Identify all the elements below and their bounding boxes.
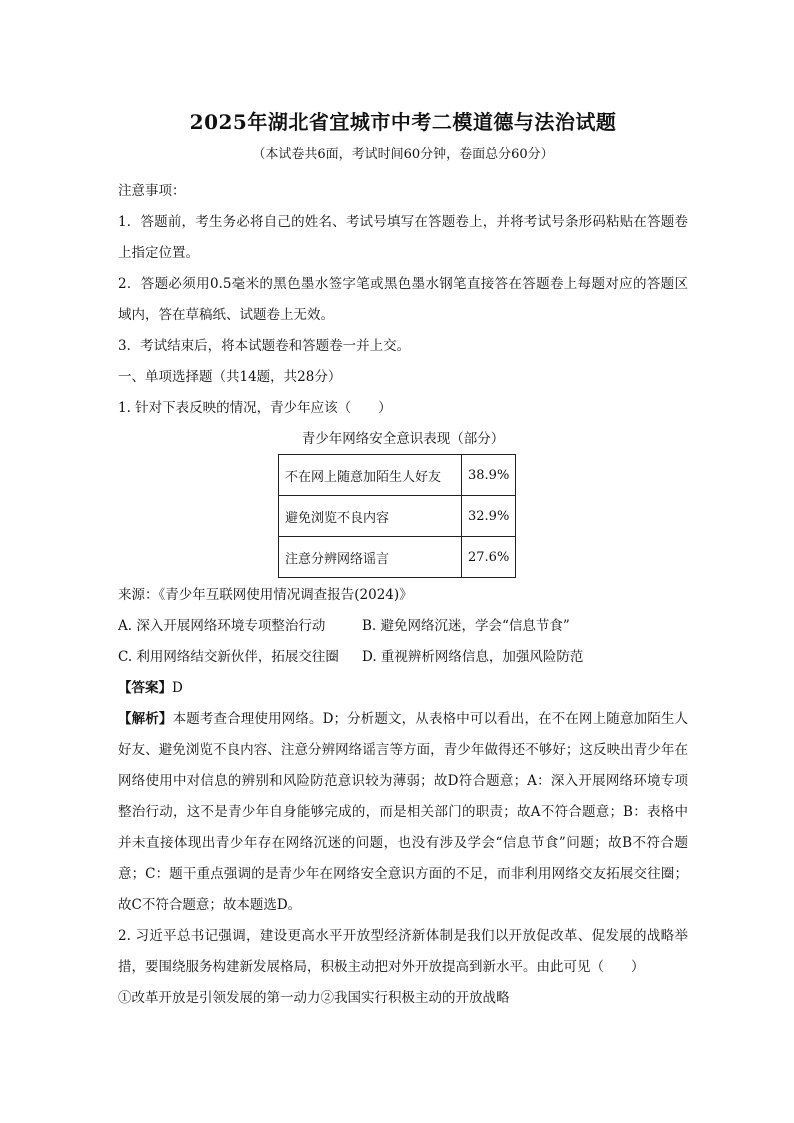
table-caption: 青少年网络安全意识表现（部分） xyxy=(301,431,505,447)
answer-line xyxy=(118,673,688,704)
page-title: 2025年湖北省宜城市中考二模道德与法治试题 xyxy=(189,110,617,134)
exam-page xyxy=(118,96,688,1014)
option-a: A. 深入开展网络环境专项整治行动 xyxy=(118,618,326,634)
table-cell-label: 避免浏览不良内容 xyxy=(279,496,462,537)
option-d: D. 重视辨析网络信息，加强风险防范 xyxy=(362,649,584,665)
analysis-paragraph xyxy=(118,704,688,921)
analysis-label: 【解析】 xyxy=(118,711,173,727)
table-row xyxy=(279,496,516,537)
answer-value: D xyxy=(172,680,183,696)
table-cell-value: 27.6% xyxy=(462,537,516,578)
question-2-stem: 2. 习近平总书记强调，建设更高水平开放型经济新体制是我们以开放促改革、促发展的战略举措，要围绕服务构建新发展格局，积极主动把对外开放提高到新水平。由此可见（ ） xyxy=(118,928,688,975)
table-row xyxy=(279,537,516,578)
notice-item-2: 2．答题必须用0.5毫米的黑色墨水签字笔或黑色墨水钢笔直接答在答题卷上每题对应的答题区域内，答在草稿纸、试题卷上无效。 xyxy=(118,276,688,323)
options-row-ab xyxy=(118,611,688,642)
table-row xyxy=(279,455,516,496)
option-b: B. 避免网络沉迷，学会“信息节食” xyxy=(362,618,570,634)
section-heading: 一、单项选择题（共14题，共28分） xyxy=(118,369,342,385)
analysis-text: 本题考查合理使用网络。D；分析题文，从表格中可以看出，在不在网上随意加陌生人好友、避免浏览不良内容、注意分辨网络谣言等方面，青少年做得还不够好；这反映出青少年在网络使用中对信息的辨别和风险防范意识较为薄弱；故D符合题意；A：深入开展网络环境专项整治行动，这不是青少年自身能够完成的，而是相关部门的职责；故A不符合题意；B：表格中并未直接体现出青少年存在网络沉迷的问题，也没有涉及学会“信息节食”问题；故B不符合题意；C：题干重点强调的是青少年在网络安全意识方面的不足，而非利用网络交友拓展交往圈；故C不符合题意；故本题选D。 xyxy=(118,711,689,913)
question-2-items: ①改革开放是引领发展的第一动力②我国实行积极主动的开放战略 xyxy=(118,990,510,1006)
table-cell-value: 32.9% xyxy=(462,496,516,537)
table-source: 来源：《青少年互联网使用情况调查报告(2024)》 xyxy=(118,587,413,603)
option-c: C. 利用网络结交新伙伴，拓展交往圈 xyxy=(118,649,339,665)
options-row-cd xyxy=(118,642,688,673)
notice-heading: 注意事项： xyxy=(118,183,186,199)
table-cell-label: 不在网上随意加陌生人好友 xyxy=(279,455,462,496)
answer-label: 【答案】 xyxy=(118,680,172,696)
table-cell-value: 38.9% xyxy=(462,455,516,496)
survey-table xyxy=(278,454,516,578)
notice-item-1: 1．答题前，考生务必将自己的姓名、考试号填写在答题卷上，并将考试号条形码粘贴在答题卷上指定位置。 xyxy=(118,214,688,261)
question-1-stem: 1. 针对下表反映的情况，青少年应该（ ） xyxy=(118,400,392,416)
notice-item-3: 3．考试结束后，将本试题卷和答题卷一并上交。 xyxy=(118,338,411,354)
exam-subtitle: （本试卷共6面，考试时间60分钟，卷面总分60分） xyxy=(252,147,554,162)
table-cell-label: 注意分辨网络谣言 xyxy=(279,537,462,578)
